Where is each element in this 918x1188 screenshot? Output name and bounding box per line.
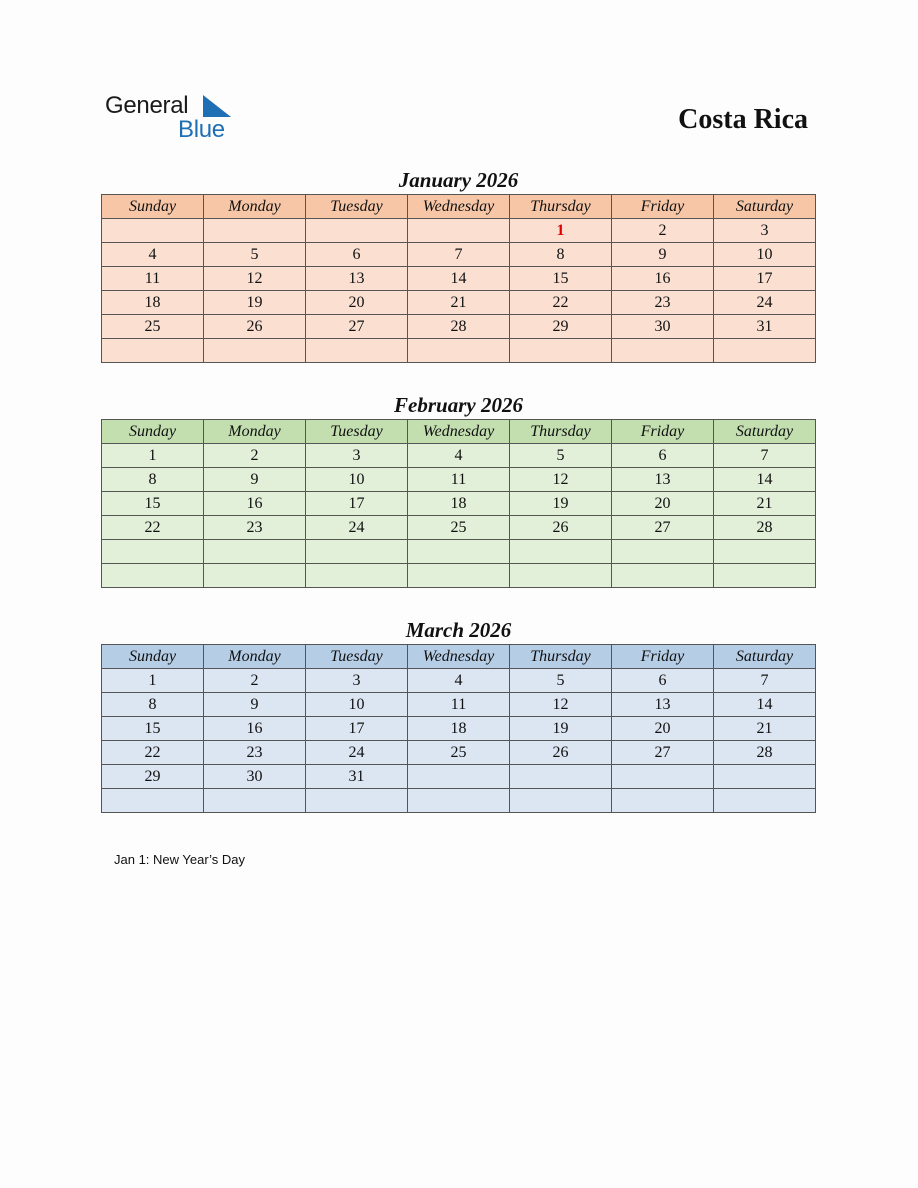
month-march xyxy=(101,616,816,813)
week-row xyxy=(102,789,816,813)
week-row xyxy=(102,564,816,588)
day-cell: 10 xyxy=(714,243,816,267)
generalblue-logo xyxy=(105,92,245,142)
day-cell: 2 xyxy=(204,669,306,693)
empty-day-cell xyxy=(306,219,408,243)
empty-day-cell xyxy=(204,339,306,363)
day-cell: 28 xyxy=(714,741,816,765)
month-title: January 2026 xyxy=(398,168,519,192)
empty-day-cell xyxy=(612,765,714,789)
month-title: March 2026 xyxy=(405,618,512,642)
week-row xyxy=(102,540,816,564)
weekday-header-monday: Monday xyxy=(204,645,306,669)
calendar-table xyxy=(101,419,816,588)
day-cell: 8 xyxy=(510,243,612,267)
week-row xyxy=(102,492,816,516)
week-row xyxy=(102,267,816,291)
day-cell: 12 xyxy=(510,468,612,492)
weekday-header-sunday: Sunday xyxy=(102,420,204,444)
week-row xyxy=(102,291,816,315)
day-cell: 26 xyxy=(510,516,612,540)
day-cell: 4 xyxy=(408,444,510,468)
day-cell: 18 xyxy=(408,492,510,516)
day-cell: 7 xyxy=(408,243,510,267)
day-cell: 15 xyxy=(102,717,204,741)
empty-day-cell xyxy=(612,789,714,813)
day-cell: 14 xyxy=(714,468,816,492)
weekday-header-sunday: Sunday xyxy=(102,195,204,219)
day-cell: 3 xyxy=(306,444,408,468)
day-cell: 30 xyxy=(612,315,714,339)
logo-text-general: General xyxy=(105,92,189,119)
day-cell: 16 xyxy=(204,717,306,741)
day-cell: 16 xyxy=(204,492,306,516)
empty-day-cell xyxy=(204,564,306,588)
day-cell: 26 xyxy=(510,741,612,765)
day-cell: 10 xyxy=(306,468,408,492)
empty-day-cell xyxy=(510,339,612,363)
logo-triangle-icon xyxy=(201,95,233,117)
day-cell: 19 xyxy=(204,291,306,315)
weekday-header-sunday: Sunday xyxy=(102,645,204,669)
day-cell: 12 xyxy=(204,267,306,291)
day-cell: 21 xyxy=(714,492,816,516)
day-cell: 1 xyxy=(510,219,612,243)
day-cell: 7 xyxy=(714,669,816,693)
day-cell: 23 xyxy=(204,741,306,765)
weekday-header-thursday: Thursday xyxy=(510,645,612,669)
day-cell: 8 xyxy=(102,693,204,717)
day-cell: 15 xyxy=(510,267,612,291)
week-row xyxy=(102,765,816,789)
day-cell: 11 xyxy=(408,468,510,492)
empty-day-cell xyxy=(510,540,612,564)
day-cell: 24 xyxy=(306,741,408,765)
day-cell: 17 xyxy=(714,267,816,291)
day-cell: 24 xyxy=(306,516,408,540)
holiday-notes xyxy=(114,852,245,867)
empty-day-cell xyxy=(714,540,816,564)
weekday-header-tuesday: Tuesday xyxy=(306,645,408,669)
empty-day-cell xyxy=(714,339,816,363)
day-cell: 12 xyxy=(510,693,612,717)
day-cell: 27 xyxy=(612,516,714,540)
day-cell: 25 xyxy=(102,315,204,339)
weekday-header-friday: Friday xyxy=(612,420,714,444)
day-cell: 13 xyxy=(612,468,714,492)
week-row xyxy=(102,315,816,339)
weekday-header-tuesday: Tuesday xyxy=(306,195,408,219)
day-cell: 10 xyxy=(306,693,408,717)
day-cell: 7 xyxy=(714,444,816,468)
empty-day-cell xyxy=(204,789,306,813)
day-cell: 19 xyxy=(510,492,612,516)
day-cell: 26 xyxy=(204,315,306,339)
day-cell: 14 xyxy=(714,693,816,717)
day-cell: 31 xyxy=(306,765,408,789)
weekday-header-thursday: Thursday xyxy=(510,195,612,219)
weekday-header-friday: Friday xyxy=(612,645,714,669)
day-cell: 6 xyxy=(306,243,408,267)
empty-day-cell xyxy=(408,540,510,564)
day-cell: 28 xyxy=(408,315,510,339)
week-row xyxy=(102,741,816,765)
day-cell: 4 xyxy=(408,669,510,693)
month-title: February 2026 xyxy=(394,393,523,417)
weekday-header-saturday: Saturday xyxy=(714,420,816,444)
day-cell: 9 xyxy=(612,243,714,267)
day-cell: 20 xyxy=(612,717,714,741)
empty-day-cell xyxy=(102,219,204,243)
calendar-table xyxy=(101,194,816,363)
calendar-body xyxy=(102,219,816,363)
week-row xyxy=(102,339,816,363)
day-cell: 23 xyxy=(204,516,306,540)
calendar-body xyxy=(102,444,816,588)
calendar-body xyxy=(102,669,816,813)
empty-day-cell xyxy=(306,339,408,363)
empty-day-cell xyxy=(408,789,510,813)
weekday-header-monday: Monday xyxy=(204,420,306,444)
week-row xyxy=(102,468,816,492)
day-cell: 27 xyxy=(306,315,408,339)
empty-day-cell xyxy=(102,789,204,813)
day-cell: 9 xyxy=(204,693,306,717)
month-january xyxy=(101,166,816,363)
empty-day-cell xyxy=(510,789,612,813)
day-cell: 3 xyxy=(714,219,816,243)
empty-day-cell xyxy=(102,564,204,588)
day-cell: 17 xyxy=(306,717,408,741)
day-cell: 1 xyxy=(102,669,204,693)
week-row xyxy=(102,444,816,468)
day-cell: 22 xyxy=(510,291,612,315)
day-cell: 23 xyxy=(612,291,714,315)
day-cell: 8 xyxy=(102,468,204,492)
empty-day-cell xyxy=(510,564,612,588)
holiday-note: Jan 1: New Year’s Day xyxy=(114,852,246,867)
calendar-table xyxy=(101,644,816,813)
week-row xyxy=(102,693,816,717)
month-february xyxy=(101,391,816,588)
week-row xyxy=(102,243,816,267)
day-cell: 15 xyxy=(102,492,204,516)
day-cell: 9 xyxy=(204,468,306,492)
day-cell: 21 xyxy=(714,717,816,741)
empty-day-cell xyxy=(612,540,714,564)
day-cell: 5 xyxy=(204,243,306,267)
day-cell: 22 xyxy=(102,516,204,540)
country-title: Costa Rica xyxy=(678,104,808,135)
day-cell: 6 xyxy=(612,444,714,468)
day-cell: 11 xyxy=(102,267,204,291)
day-cell: 21 xyxy=(408,291,510,315)
day-cell: 29 xyxy=(510,315,612,339)
empty-day-cell xyxy=(408,219,510,243)
empty-day-cell xyxy=(612,564,714,588)
empty-day-cell xyxy=(306,789,408,813)
weekday-header-row xyxy=(102,420,816,444)
weekday-header-thursday: Thursday xyxy=(510,420,612,444)
day-cell: 4 xyxy=(102,243,204,267)
day-cell: 30 xyxy=(204,765,306,789)
day-cell: 18 xyxy=(102,291,204,315)
day-cell: 11 xyxy=(408,693,510,717)
day-cell: 29 xyxy=(102,765,204,789)
day-cell: 5 xyxy=(510,669,612,693)
weekday-header-saturday: Saturday xyxy=(714,195,816,219)
week-row xyxy=(102,219,816,243)
day-cell: 3 xyxy=(306,669,408,693)
weekday-header-friday: Friday xyxy=(612,195,714,219)
weekday-header-monday: Monday xyxy=(204,195,306,219)
day-cell: 13 xyxy=(306,267,408,291)
empty-day-cell xyxy=(408,564,510,588)
day-cell: 14 xyxy=(408,267,510,291)
day-cell: 19 xyxy=(510,717,612,741)
empty-day-cell xyxy=(714,765,816,789)
day-cell: 25 xyxy=(408,516,510,540)
day-cell: 17 xyxy=(306,492,408,516)
weekday-header-saturday: Saturday xyxy=(714,645,816,669)
weekday-header-wednesday: Wednesday xyxy=(408,195,510,219)
logo-text-blue: Blue xyxy=(178,116,225,143)
day-cell: 13 xyxy=(612,693,714,717)
day-cell: 24 xyxy=(714,291,816,315)
empty-day-cell xyxy=(306,564,408,588)
empty-day-cell xyxy=(204,219,306,243)
day-cell: 22 xyxy=(102,741,204,765)
empty-day-cell xyxy=(714,564,816,588)
empty-day-cell xyxy=(102,339,204,363)
day-cell: 18 xyxy=(408,717,510,741)
empty-day-cell xyxy=(714,789,816,813)
empty-day-cell xyxy=(510,765,612,789)
week-row xyxy=(102,717,816,741)
day-cell: 2 xyxy=(612,219,714,243)
day-cell: 6 xyxy=(612,669,714,693)
empty-day-cell xyxy=(612,339,714,363)
empty-day-cell xyxy=(408,765,510,789)
day-cell: 25 xyxy=(408,741,510,765)
weekday-header-row xyxy=(102,645,816,669)
empty-day-cell xyxy=(306,540,408,564)
weekday-header-row xyxy=(102,195,816,219)
weekday-header-wednesday: Wednesday xyxy=(408,420,510,444)
day-cell: 31 xyxy=(714,315,816,339)
day-cell: 20 xyxy=(612,492,714,516)
weekday-header-tuesday: Tuesday xyxy=(306,420,408,444)
day-cell: 16 xyxy=(612,267,714,291)
day-cell: 5 xyxy=(510,444,612,468)
day-cell: 1 xyxy=(102,444,204,468)
week-row xyxy=(102,516,816,540)
day-cell: 2 xyxy=(204,444,306,468)
week-row xyxy=(102,669,816,693)
empty-day-cell xyxy=(408,339,510,363)
day-cell: 20 xyxy=(306,291,408,315)
day-cell: 28 xyxy=(714,516,816,540)
empty-day-cell xyxy=(204,540,306,564)
weekday-header-wednesday: Wednesday xyxy=(408,645,510,669)
day-cell: 27 xyxy=(612,741,714,765)
empty-day-cell xyxy=(102,540,204,564)
